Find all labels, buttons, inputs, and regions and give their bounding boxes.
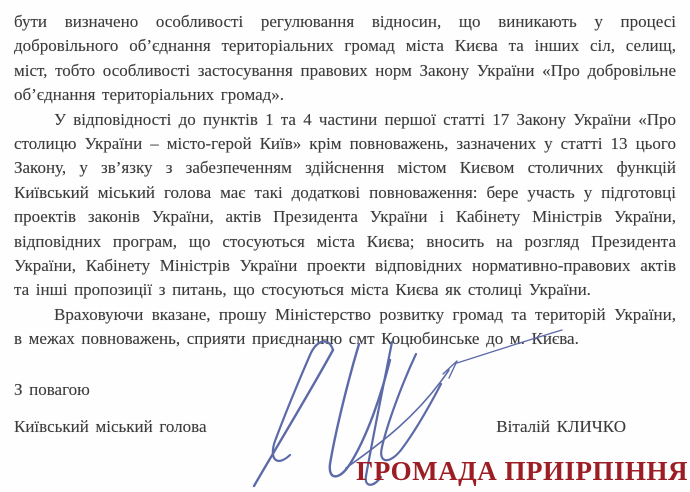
paragraph-1: бути визначено особливості регулювання відносин, що виникають у процесі добровільного об’єднання територіальних громад міста Києва та інших сіл, селищ, міст, тобто особливості застосування правових норм Закону України «Про добровільне об’єднання територіальних громад». <box>14 12 676 105</box>
closing-salutation: З повагою <box>14 379 90 399</box>
watermark-text: ГРОМАДА ПРИІРПІННЯ <box>356 456 688 486</box>
paragraph-3: Враховуючи вказане, прошу Міністерство розвитку громад та територій України, в межах повноважень, сприяти приєднанню смт Коцюбинське до м. Києва. <box>14 304 676 349</box>
paragraph-2: У відповідності до пунктів 1 та 4 частини першої статті 17 Закону України «Про столицю України – місто-герой Київ» крім повноважень, зазначених у статті 13 цього Закону, у зв’язку з забезпеченням здійснення містом Києвом столичних функцій Київський міський голова має такі додаткові повноваження: бере участь у підготовці проектів законів України, актів Президента України і Кабінету Міністрів України, відповідних програм, що стосуються міста Києва; вносить на розгляд Президента України, Кабінету Міністрів України проекти відповідних нормативно-правових актів та інші пропозиції з питань, що стосуються міста Києва як столиці України. <box>14 109 676 300</box>
signoff-name: Віталій КЛИЧКО <box>496 417 626 437</box>
signoff-role: Київський міський голова <box>14 417 207 437</box>
signoff-row <box>14 415 676 439</box>
